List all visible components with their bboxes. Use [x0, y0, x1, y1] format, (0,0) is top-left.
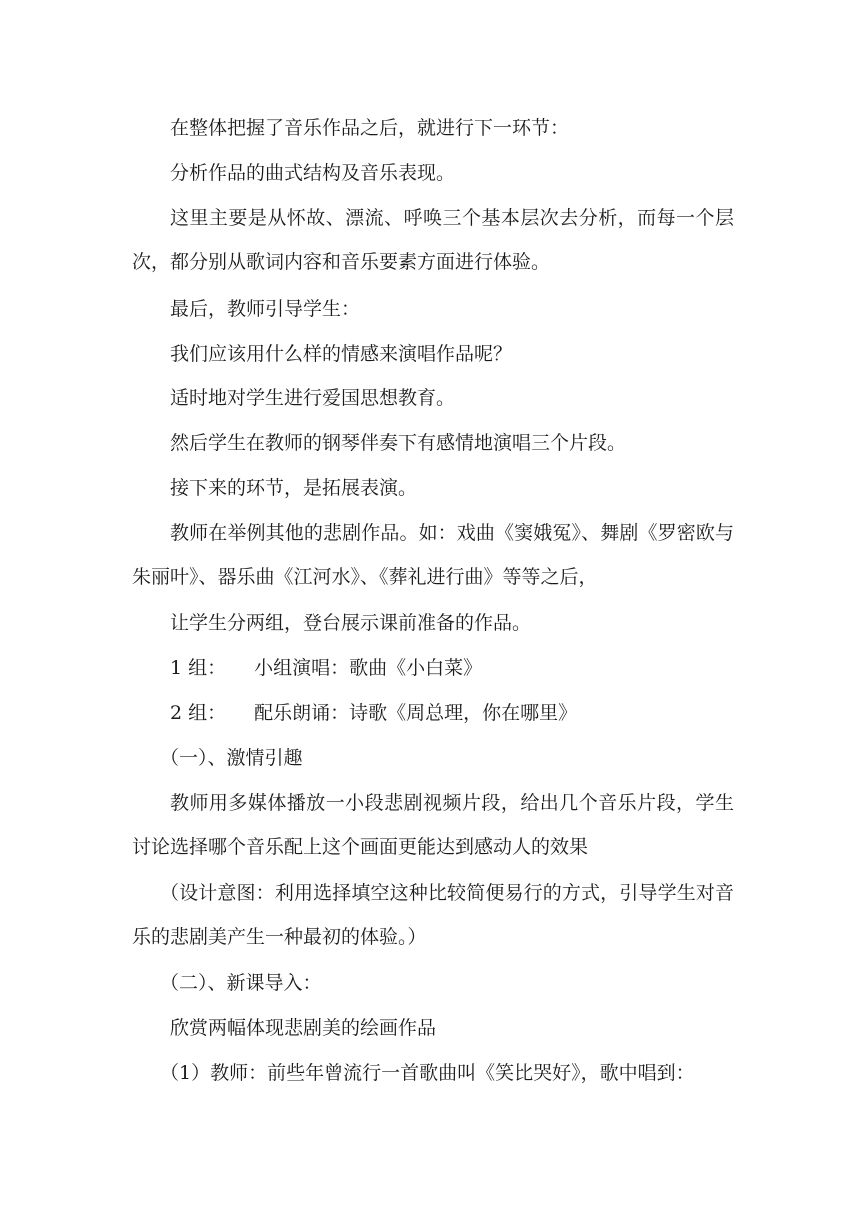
- paragraph-9: 教师在举例其他的悲剧作品。如：戏曲《窦娥冤》、舞剧《罗密欧与朱丽叶》、器乐曲《江河水》、《葬礼进行曲》等等之后，: [132, 522, 734, 588]
- group-2-label: 2 组：: [170, 702, 227, 724]
- paragraph-2: 分析作品的曲式结构及音乐表现。: [170, 162, 456, 184]
- paragraph-10: 让学生分两组，登台展示课前准备的作品。: [170, 612, 532, 634]
- paragraph-5: 我们应该用什么样的情感来演唱作品呢？: [170, 343, 513, 365]
- paragraph-4: 最后，教师引导学生：: [170, 298, 361, 320]
- paragraph-7: 然后学生在教师的钢琴伴奏下有感情地演唱三个片段。: [170, 432, 627, 454]
- paragraph-17: 欣赏两幅体现悲剧美的绘画作品: [170, 1017, 437, 1039]
- paragraph-1: 在整体把握了音乐作品之后，就进行下一环节：: [170, 117, 570, 139]
- paragraph-6: 适时地对学生进行爱国思想教育。: [170, 387, 456, 409]
- section-heading-2: （二）、新课导入：: [160, 972, 322, 994]
- group-1-text: 小组演唱：歌曲《小白菜》: [254, 657, 483, 679]
- group-2-line: [132, 691, 734, 735]
- group-1-label: 1 组：: [170, 657, 227, 679]
- paragraph-15: （设计意图：利用选择填空这种比较简便易行的方式，引导学生对音乐的悲剧美产生一种最初的体验。）: [132, 882, 734, 948]
- section-heading-1: （一）、激情引趣: [160, 747, 303, 769]
- paragraph-14: 教师用多媒体播放一小段悲剧视频片段，给出几个音乐片段，学生讨论选择哪个音乐配上这个画面更能达到感动人的效果: [132, 792, 734, 858]
- paragraph-3: 这里主要是从怀故、漂流、呼唤三个基本层次去分析，而每一个层次，都分别从歌词内容和音乐要素方面进行体验。: [132, 207, 734, 273]
- paragraph-8: 接下来的环节，是拓展表演。: [170, 477, 418, 499]
- group-2-text: 配乐朗诵：诗歌《周总理，你在哪里》: [254, 702, 578, 724]
- paragraph-18: （1）教师：前些年曾流行一首歌曲叫《笑比哭好》，歌中唱到：: [160, 1062, 695, 1084]
- group-1-line: [132, 646, 734, 690]
